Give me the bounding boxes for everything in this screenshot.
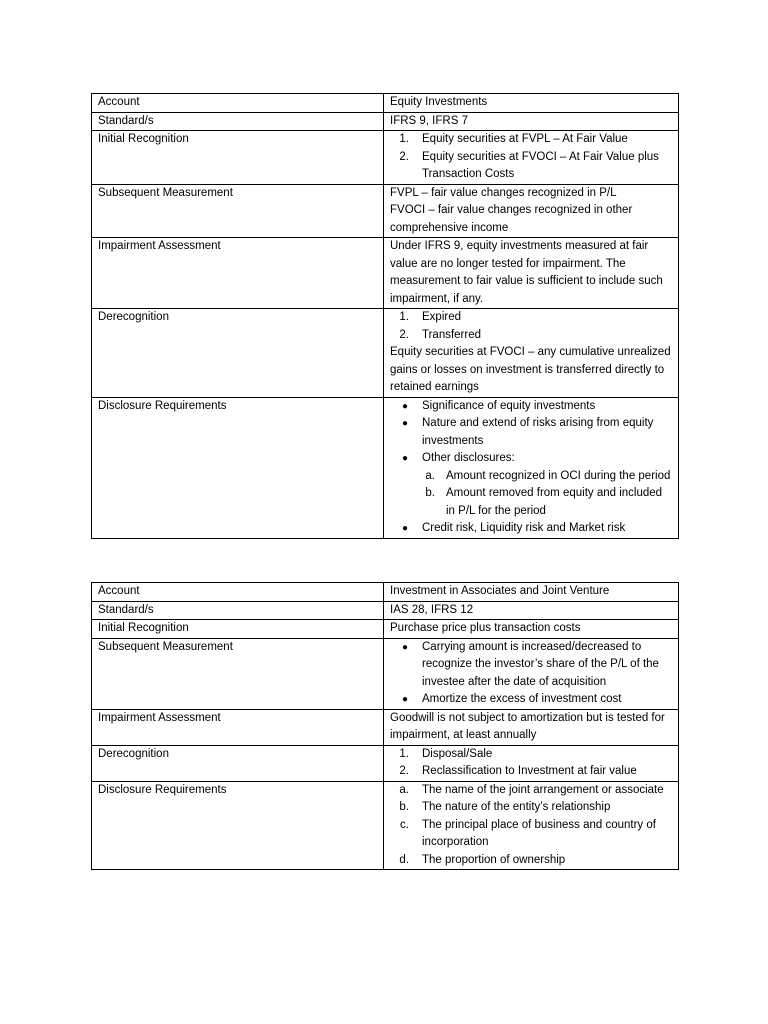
derecognition-note: Equity securities at FVOCI – any cumulative unrealized gains or losses on investment is transferred directly to retained earnings	[390, 346, 671, 393]
bullet-icon: ●	[401, 694, 408, 705]
list-item	[390, 746, 672, 764]
initial-recognition-label: Initial Recognition	[92, 620, 384, 639]
list-item	[390, 763, 672, 781]
table-row	[92, 781, 679, 870]
list-item	[390, 817, 672, 852]
associates-joint-venture-table	[91, 582, 679, 870]
table-row	[92, 238, 679, 309]
disclosure-requirements-label: Disclosure Requirements	[92, 781, 384, 870]
list-item	[390, 149, 672, 184]
sub-list-item	[390, 485, 672, 520]
list-item	[390, 520, 672, 538]
account-value: Investment in Associates and Joint Venture	[384, 583, 679, 602]
list-item	[390, 639, 672, 692]
bullet-icon: ●	[401, 453, 408, 464]
text-line: FVPL – fair value changes recognized in P/L	[390, 186, 617, 199]
table-row	[92, 94, 679, 113]
standards-label: Standard/s	[92, 112, 384, 131]
sub-list-item	[390, 468, 672, 486]
derecognition-value	[384, 309, 679, 398]
initial-recognition-value	[384, 131, 679, 185]
subsequent-measurement-label: Subsequent Measurement	[92, 638, 384, 709]
list-marker: a.	[399, 783, 409, 796]
account-value: Equity Investments	[384, 94, 679, 113]
list-item-text: Amortize the excess of investment cost	[422, 693, 622, 705]
impairment-assessment-label: Impairment Assessment	[92, 709, 384, 745]
list-item-text: The proportion of ownership	[422, 853, 566, 866]
table-row	[92, 638, 679, 709]
table-row	[92, 601, 679, 620]
list-item-text: The nature of the entity’s relationship	[422, 801, 611, 813]
table-row	[92, 620, 679, 639]
impairment-assessment-value: Goodwill is not subject to amortization but is tested for impairment, at least annually	[384, 709, 679, 745]
list-item	[390, 415, 672, 450]
list-item-text: Significance of equity investments	[422, 399, 596, 412]
list-marker: 1.	[399, 133, 409, 145]
disclosure-requirements-label: Disclosure Requirements	[92, 397, 384, 538]
derecognition-value	[384, 745, 679, 781]
disclosure-requirements-value	[384, 397, 679, 538]
list-item-text: Transferred	[422, 328, 482, 341]
subsequent-measurement-label: Subsequent Measurement	[92, 184, 384, 238]
list-item-text: Reclassification to Investment at fair value	[422, 765, 637, 777]
bullet-icon: ●	[401, 523, 408, 534]
standards-value: IAS 28, IFRS 12	[384, 601, 679, 620]
list-item-text: Equity securities at FVPL – At Fair Value	[422, 133, 628, 145]
impairment-assessment-value: Under IFRS 9, equity investments measured at fair value are no longer tested for impairment. The measurement to fair value is sufficient to include such impairment, if any.	[384, 238, 679, 309]
list-item-text: The principal place of business and country of incorporation	[422, 818, 656, 848]
initial-recognition-label: Initial Recognition	[92, 131, 384, 185]
list-marker: 2.	[399, 150, 409, 163]
account-label: Account	[92, 583, 384, 602]
list-item-text: Credit risk, Liquidity risk and Market risk	[422, 522, 626, 534]
impairment-assessment-label: Impairment Assessment	[92, 238, 384, 309]
equity-investments-table	[91, 93, 679, 539]
list-item	[390, 450, 672, 468]
list-item	[390, 691, 672, 709]
bullet-icon: ●	[401, 641, 408, 653]
table-row	[92, 583, 679, 602]
list-item	[390, 131, 672, 149]
list-item-text: Amount recognized in OCI during the period	[446, 469, 671, 482]
table-row	[92, 131, 679, 185]
disclosure-requirements-value	[384, 781, 679, 870]
list-marker: 2.	[399, 765, 409, 777]
derecognition-label: Derecognition	[92, 309, 384, 398]
table-row	[92, 397, 679, 538]
list-item-text: Nature and extend of risks arising from equity investments	[422, 417, 654, 447]
initial-recognition-value: Purchase price plus transaction costs	[384, 620, 679, 639]
list-marker: 1.	[399, 747, 409, 760]
list-item-text: Other disclosures:	[422, 452, 515, 464]
table-row	[92, 745, 679, 781]
list-item	[390, 799, 672, 817]
derecognition-label: Derecognition	[92, 745, 384, 781]
account-label: Account	[92, 94, 384, 113]
list-marker: a.	[425, 469, 435, 482]
bullet-icon: ●	[401, 400, 408, 412]
list-item	[390, 309, 672, 327]
list-item	[390, 327, 672, 345]
list-marker: 2.	[399, 328, 409, 341]
list-marker: c.	[400, 818, 409, 831]
subsequent-measurement-value	[384, 184, 679, 238]
table-row	[92, 184, 679, 238]
standards-label: Standard/s	[92, 601, 384, 620]
bullet-icon: ●	[401, 418, 408, 429]
list-marker: b.	[425, 487, 435, 499]
list-item	[390, 782, 672, 800]
list-marker: 1.	[399, 311, 409, 323]
table-row	[92, 112, 679, 131]
list-item-text: Amount removed from equity and included in P/L for the period	[446, 487, 663, 517]
standards-value: IFRS 9, IFRS 7	[384, 112, 679, 131]
table-row	[92, 309, 679, 398]
list-item-text: The name of the joint arrangement or associate	[422, 783, 664, 796]
list-item-text: Equity securities at FVOCI – At Fair Value plus Transaction Costs	[422, 150, 659, 180]
list-item	[390, 398, 672, 416]
list-item-text: Disposal/Sale	[422, 747, 493, 760]
list-item-text: Carrying amount is increased/decreased to recognize the investor’s share of the P/L of the investee after the date of acquisition	[422, 640, 659, 688]
list-item-text: Expired	[422, 311, 461, 323]
list-marker: d.	[399, 853, 409, 866]
list-marker: b.	[399, 801, 409, 813]
table-row	[92, 709, 679, 745]
text-line: FVOCI – fair value changes recognized in other comprehensive income	[390, 204, 633, 234]
subsequent-measurement-value	[384, 638, 679, 709]
list-item	[390, 852, 672, 870]
